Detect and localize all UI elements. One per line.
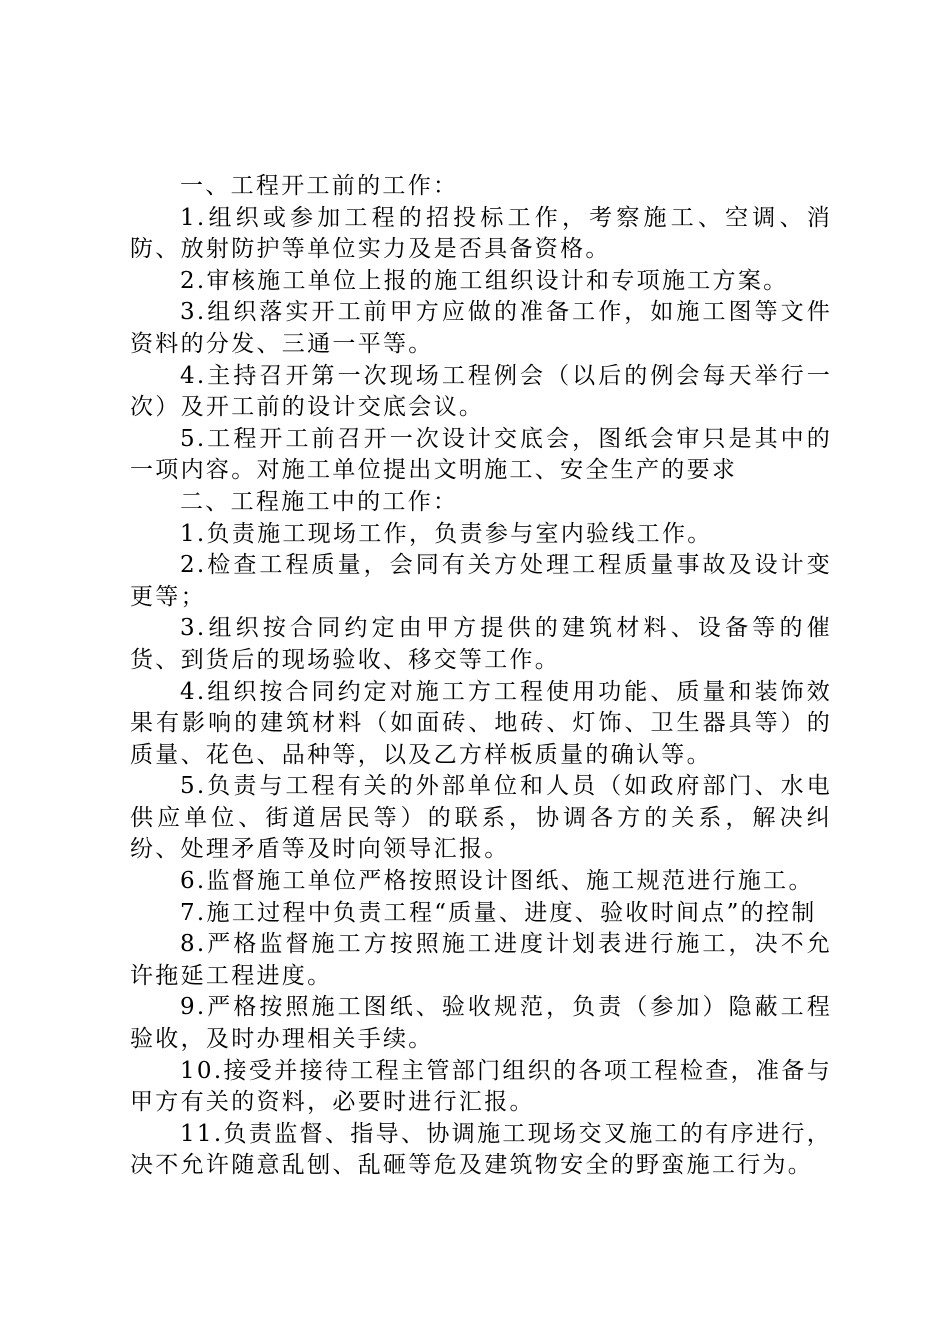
paragraph-item: 1.负责施工现场工作，负责参与室内验线工作。 [180,520,713,547]
paragraph-item: 10.接受并接待工程主管部门组织的各项工程检查，准备与甲方有关的资料，必要时进行汇报。 [130,1057,832,1116]
paragraph-item: 1.组织或参加工程的招投标工作，考察施工、空调、消防、放射防护等单位实力及是否具备资格。 [130,204,832,263]
paragraph-item: 4.组织按合同约定对施工方工程使用功能、质量和装饰效果有影响的建筑材料（如面砖、地砖、灯饰、卫生器具等）的质量、花色、品种等，以及乙方样板质量的确认等。 [130,678,832,768]
section-heading-before-start: 一、工程开工前的工作： [180,173,459,199]
paragraph-item: 5.工程开工前召开一次设计交底会，图纸会审只是其中的一项内容。对施工单位提出文明施工、安全生产的要求 [130,425,832,484]
section-heading-during-construction: 二、工程施工中的工作： [180,488,459,515]
paragraph-item: 11.负责监督、指导、协调施工现场交叉施工的有序进行，决不允许随意乱刨、乱砸等危及建筑物安全的野蛮施工行为。 [130,1120,832,1179]
document-body [130,171,832,1182]
paragraph-item: 4.主持召开第一次现场工程例会（以后的例会每天举行一次）及开工前的设计交底会议。 [130,362,832,421]
paragraph-item: 2.检查工程质量，会同有关方处理工程质量事故及设计变更等； [130,552,832,610]
paragraph-item: 3.组织落实开工前甲方应做的准备工作，如施工图等文件资料的分发、三通一平等。 [130,299,832,357]
paragraph-item: 7.施工过程中负责工程“质量、进度、验收时间点”的控制 [180,899,817,926]
paragraph-item: 8.严格监督施工方按照施工进度计划表进行施工，决不允许拖延工程进度。 [130,931,832,989]
paragraph-item: 9.严格按照施工图纸、验收规范，负责（参加）隐蔽工程验收，及时办理相关手续。 [130,994,832,1053]
paragraph-item: 6.监督施工单位严格按照设计图纸、施工规范进行施工。 [180,868,814,895]
paragraph-item: 5.负责与工程有关的外部单位和人员（如政府部门、水电供应单位、街道居民等）的联系，协调各方的关系，解决纠纷、处理矛盾等及时向领导汇报。 [130,773,832,863]
paragraph-item: 2.审核施工单位上报的施工组织设计和专项施工方案。 [180,267,789,294]
paragraph-item: 3.组织按合同约定由甲方提供的建筑材料、设备等的催货、到货后的现场验收、移交等工作。 [130,615,832,673]
